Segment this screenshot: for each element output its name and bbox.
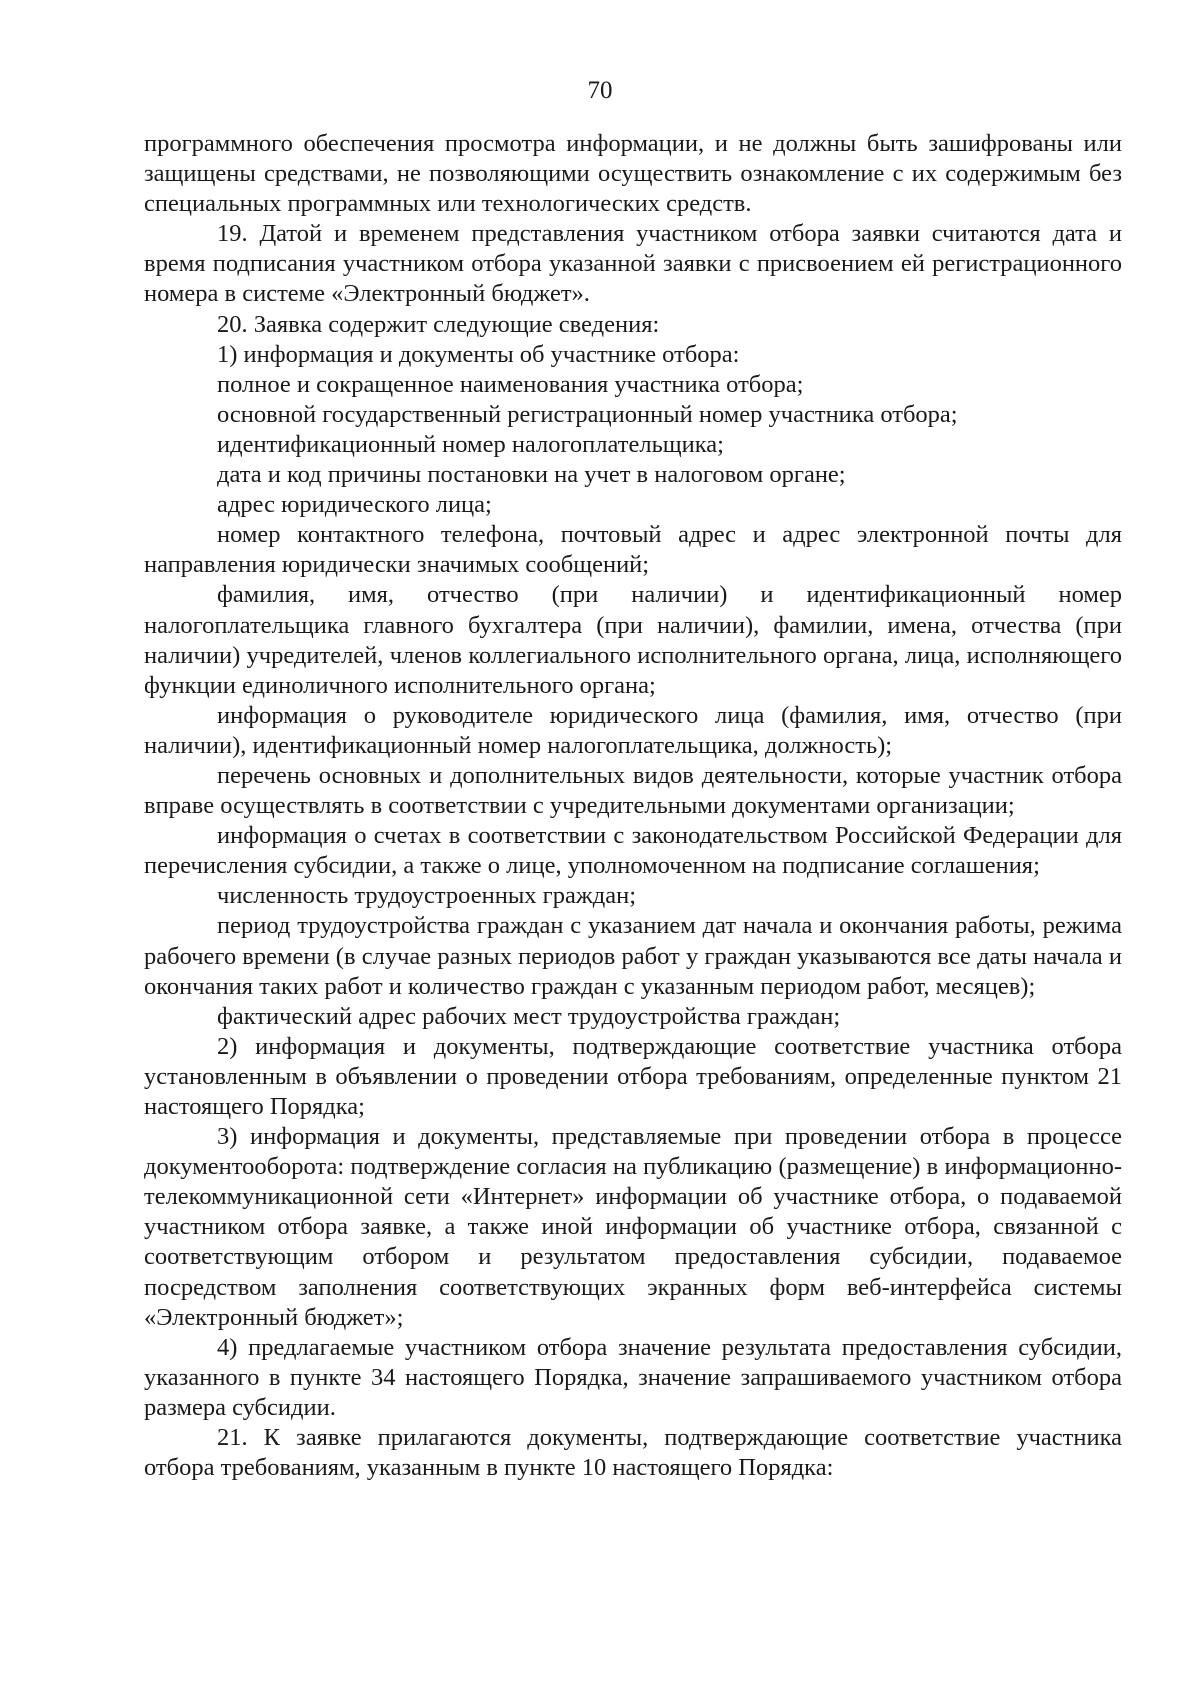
paragraph-19: 19. Датой и временем представления участником отбора заявки считаются дата и время подписания участником отбора указанной заявки с присвоением ей регистрационного номера в системе «Электронный бюджет». [144,220,1122,308]
list-item-employment-period: период трудоустройства граждан с указанием дат начала и окончания работы, режима рабочего времени (в случае разных периодов работ у граждан указываются все даты начала и окончания таких работ и количество граждан с указанным периодом работ, месяцев); [144,912,1122,1000]
list-item-1: 1) информация и документы об участнике отбора: [217,340,740,368]
paragraph-21: 21. К заявке прилагаются документы, подтверждающие соответствие участника отбора требованиям, указанным в пункте 10 настоящего Порядка: [144,1424,1122,1482]
paragraph-20: 20. Заявка содержит следующие сведения: [217,310,660,338]
list-item-address: адрес юридического лица; [217,491,492,519]
paragraph-continuation: программного обеспечения просмотра информации, и не должны быть зашифрованы или защищены средствами, не позволяющими осуществить ознакомление с их содержимым без специальных программных или технологических средств. [144,130,1122,218]
list-item-contacts: номер контактного телефона, почтовый адрес и адрес электронной почты для направления юридически значимых сообщений; [144,521,1122,579]
list-item-name: полное и сокращенное наименования участника отбора; [217,370,804,398]
list-item-ogrn: основной государственный регистрационный номер участника отбора; [217,400,958,428]
list-item-inn: идентификационный номер налогоплательщика; [217,430,724,458]
page-number: 70 [587,77,613,104]
list-item-4: 4) предлагаемые участником отбора значение результата предоставления субсидии, указанного в пункте 34 настоящего Порядка, значение запрашиваемого участником отбора размера субсидии. [144,1333,1122,1421]
list-item-3: 3) информация и документы, представляемые при проведении отбора в процессе документооборота: подтверждение согласия на публикацию (размещение) в информационно-телекоммуникационной сети «Интернет» информации об участнике отбора, о подаваемой участником отбора заявке, а также иной информации об участнике отбора, связанной с соответствующим отбором и результатом предоставления субсидии, подаваемое посредством заполнения соответствующих экранных форм веб-интерфейса системы «Электронный бюджет»; [144,1123,1122,1331]
list-item-kpp: дата и код причины постановки на учет в налоговом органе; [217,461,846,489]
list-item-workplace-address: фактический адрес рабочих мест трудоустройства граждан; [217,1002,841,1030]
list-item-accounts: информация о счетах в соответствии с законодательством Российской Федерации для перечисления субсидии, а также о лице, уполномоченном на подписание соглашения; [144,822,1122,880]
list-item-director: информация о руководителе юридического лица (фамилия, имя, отчество (при наличии), идентификационный номер налогоплательщика, должность); [144,701,1122,759]
list-item-accountant: фамилия, имя, отчество (при наличии) и идентификационный номер налогоплательщика главного бухгалтера (при наличии), фамилии, имена, отчества (при наличии) учредителей, членов коллегиального исполнительного органа, лица, исполняющего функции единоличного исполнительного органа; [144,581,1122,699]
list-item-activities: перечень основных и дополнительных видов деятельности, которые участник отбора вправе осуществлять в соответствии с учредительными документами организации; [144,761,1122,820]
list-item-2: 2) информация и документы, подтверждающие соответствие участника отбора установленным в объявлении о проведении отбора требованиям, определенные пунктом 21 настоящего Порядка; [144,1032,1122,1120]
document-body [144,129,1122,1483]
list-item-headcount: численность трудоустроенных граждан; [217,882,637,910]
